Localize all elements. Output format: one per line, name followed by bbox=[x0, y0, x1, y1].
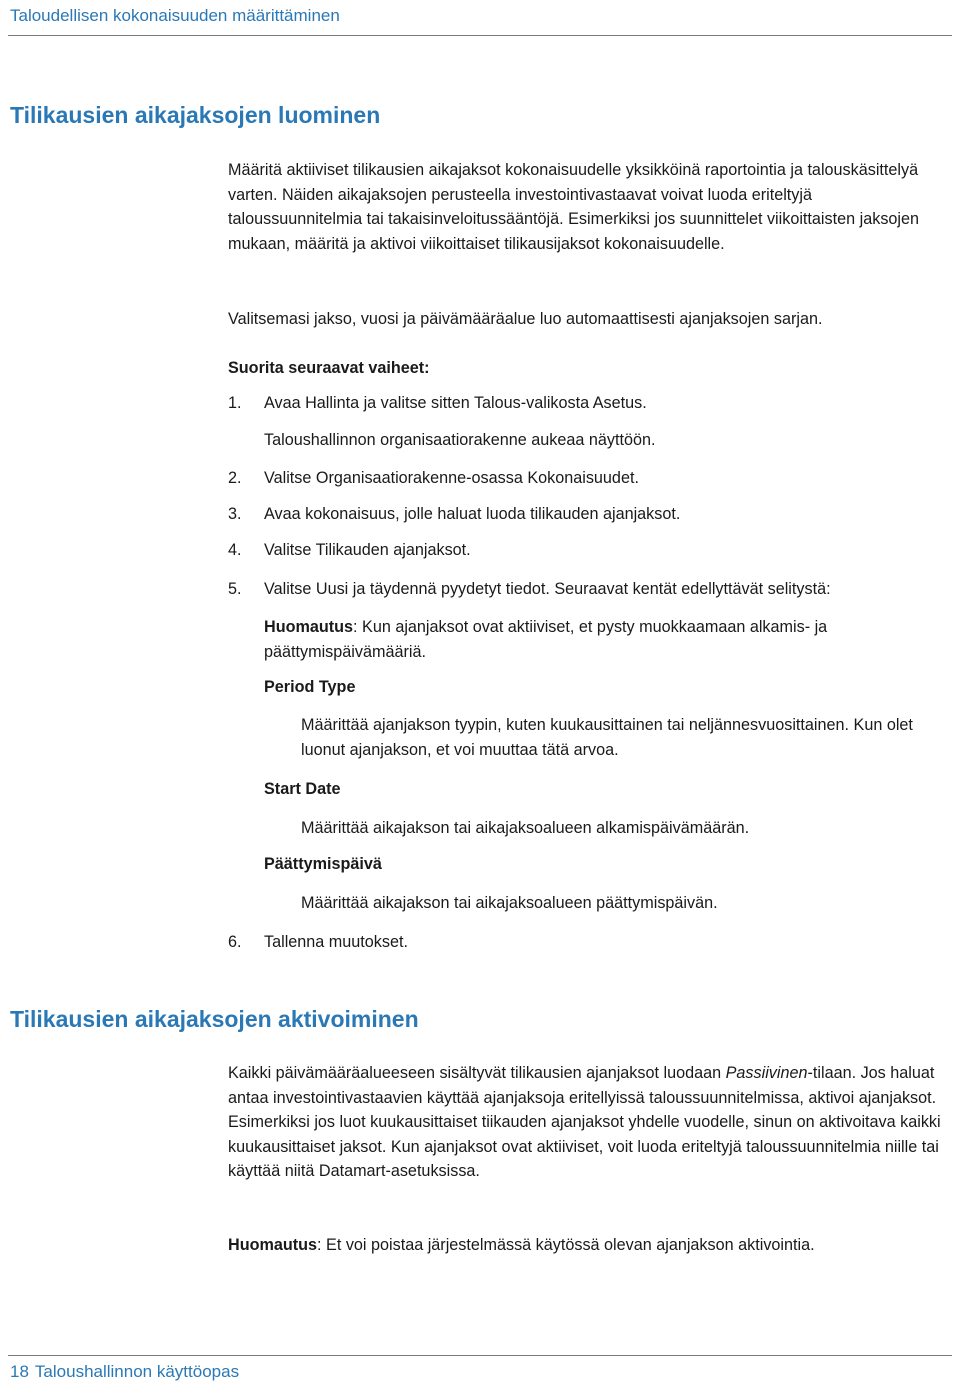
field-definition-end-date: Määrittää aikajakson tai aikajaksoalueen päättymispäivän. bbox=[301, 894, 718, 912]
activation-text-a: Kaikki päivämääräalueeseen sisältyvät tilikausien ajanjaksot luodaan bbox=[228, 1064, 726, 1082]
header-divider bbox=[8, 35, 952, 36]
step-number: 2. bbox=[228, 469, 242, 487]
step-number: 1. bbox=[228, 394, 242, 412]
note-label: Huomautus bbox=[264, 618, 354, 636]
section-heading-activate-periods: Tilikausien aikajaksojen aktivoiminen bbox=[10, 1006, 419, 1032]
auto-paragraph: Valitsemasi jakso, vuosi ja päivämääräalue luo automaattisesti ajanjaksojen sarjan. bbox=[228, 310, 823, 328]
note-label: Huomautus bbox=[228, 1236, 318, 1254]
step-text: Valitse Organisaatiorakenne-osassa Kokonaisuudet. bbox=[264, 469, 639, 487]
section-heading-create-periods: Tilikausien aikajaksojen luominen bbox=[10, 102, 381, 128]
step-text: Avaa kokonaisuus, jolle haluat luoda tilikauden ajanjaksot. bbox=[264, 505, 681, 523]
step-number: 5. bbox=[228, 580, 242, 598]
book-title: Taloushallinnon käyttöopas bbox=[34, 1362, 240, 1381]
step-result: Taloushallinnon organisaatiorakenne aukeaa näyttöön. bbox=[264, 431, 656, 449]
step-number: 3. bbox=[228, 505, 242, 523]
page-number: 18 bbox=[10, 1362, 29, 1381]
running-header: Taloudellisen kokonaisuuden määrittäminen bbox=[10, 6, 340, 25]
activation-text-b: -tilaan. Jos haluat antaa investointivastaavien käyttää ajanjaksoja eritellyissä taloussuunnitelmissa, aktivoi ajanjaksot. Esimerkiksi jos luot kuukausittaiset tiikauden ajanjaksot yhdelle vuodelle, sinun on aktivoitava kaikki kuukausittaiset jaksot. Kun ajanjaksot ovat aktiiviset, voit luoda eriteltyjä taloussuunnitelmia niille tai käyttää niitä Datamart-asetuksissa. bbox=[228, 1064, 941, 1181]
field-definition-period-type: Määrittää ajanjakson tyypin, kuten kuukausittainen tai neljännesvuosittainen. Kun olet luonut ajanjakson, et voi muuttaa tätä arvoa. bbox=[301, 716, 913, 759]
step-number: 6. bbox=[228, 933, 242, 951]
step-text: Valitse Tilikauden ajanjaksot. bbox=[264, 541, 471, 559]
activation-paragraph bbox=[228, 1061, 956, 1184]
step-text: Avaa Hallinta ja valitse sitten Talous-valikosta Asetus. bbox=[264, 394, 647, 412]
steps-heading: Suorita seuraavat vaiheet: bbox=[228, 359, 430, 377]
intro-paragraph: Määritä aktiiviset tilikausien aikajaksot kokonaisuudelle yksikköinä raportointia ja talouskäsittelyä varten. Näiden aikajaksojen perusteella investointivastaavat voivat luoda eriteltyjä taloussuunnitelmia tai takaisinveloitussääntöjä. Esimerkiksi jos suunnittelet viikoittaisten jaksojen mukaan, määritä ja aktivoi viikoittaiset tilikausijaksot kokonaisuudelle. bbox=[228, 161, 920, 253]
page-footer bbox=[10, 1362, 245, 1382]
field-term-start-date: Start Date bbox=[264, 780, 341, 798]
footer-divider bbox=[8, 1355, 952, 1356]
note-text: : Kun ajanjaksot ovat aktiiviset, et pysty muokkaamaan alkamis- ja päättymispäivämääriä. bbox=[264, 618, 828, 661]
step-number: 4. bbox=[228, 541, 242, 559]
note-paragraph bbox=[228, 1233, 950, 1258]
field-term-period-type: Period Type bbox=[264, 678, 356, 696]
status-term: Passiivinen bbox=[725, 1064, 808, 1082]
note-paragraph bbox=[264, 615, 954, 664]
step-text: Valitse Uusi ja täydennä pyydetyt tiedot. Seuraavat kentät edellyttävät selitystä: bbox=[264, 580, 831, 598]
field-term-end-date: Päättymispäivä bbox=[264, 855, 382, 873]
note-text: : Et voi poistaa järjestelmässä käytössä olevan ajanjakson aktivointia. bbox=[317, 1236, 815, 1254]
step-text: Tallenna muutokset. bbox=[264, 933, 408, 951]
field-definition-start-date: Määrittää aikajakson tai aikajaksoalueen alkamispäivämäärän. bbox=[301, 819, 750, 837]
